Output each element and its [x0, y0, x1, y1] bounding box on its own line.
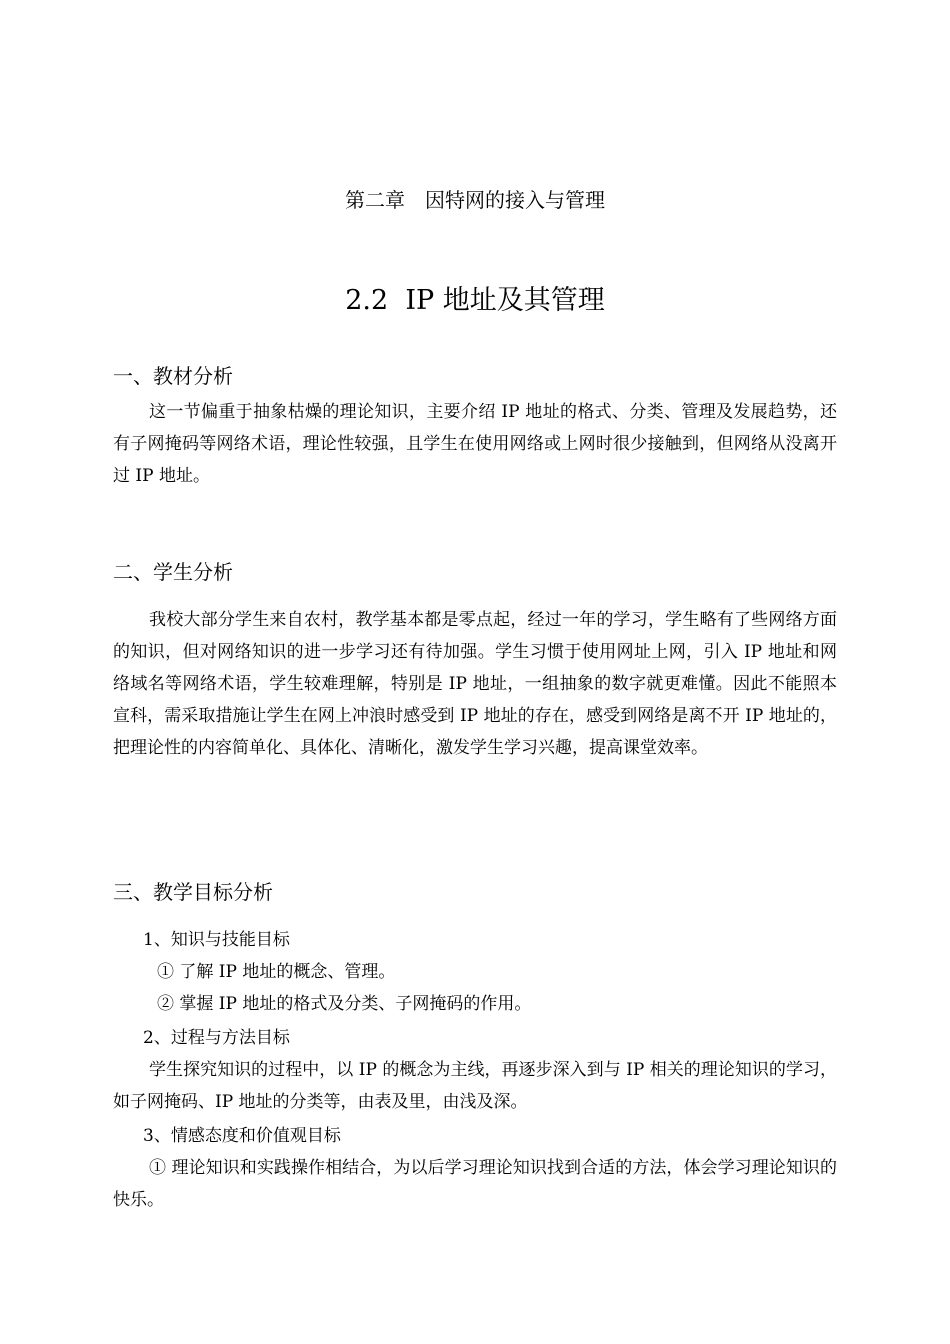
goal-knowledge-item: ② 掌握 IP 地址的格式及分类、子网掩码的作用。 — [157, 994, 532, 1014]
heading-student-analysis: 二、学生分析 — [113, 560, 233, 584]
section-title: 2.2 IP 地址及其管理 — [345, 285, 605, 316]
goal-process-paragraph: 学生探究知识的过程中，以 IP 的概念为主线，再逐步深入到与 IP 相关的理论知识的学习，如子网掩码、IP 地址的分类等，由表及里，由浅及深。 — [113, 1060, 837, 1112]
goal-knowledge-item: ① 了解 IP 地址的概念、管理。 — [157, 962, 396, 982]
chapter-title: 第二章 因特网的接入与管理 — [345, 188, 605, 212]
heading-textbook-analysis: 一、教材分析 — [113, 364, 233, 388]
paragraph-textbook-analysis: 这一节偏重于抽象枯燥的理论知识，主要介绍 IP 地址的格式、分类、管理及发展趋势，还有子网掩码等网络术语，理论性较强，且学生在使用网络或上网时很少接触到，但网络从没离开过 IP 地址。 — [113, 402, 837, 486]
paragraph-student-analysis: 我校大部分学生来自农村，教学基本都是零点起，经过一年的学习，学生略有了些网络方面的知识，但对网络知识的进一步学习还有待加强。学生习惯于使用网址上网，引入 IP 地址和网络域名等网络术语，学生较难理解，特别是 IP 地址，一组抽象的数字就更难懂。因此不能照本宣科，需采取措施让学生在网上冲浪时感受到 IP 地址的存在，感受到网络是离不开 IP 地址的，把理论性的内容简单化、具体化、清晰化，激发学生学习兴趣，提高课堂效率。 — [113, 610, 837, 758]
heading-teaching-goals: 三、教学目标分析 — [113, 880, 273, 904]
goal-emotion-label: 3、情感态度和价值观目标 — [143, 1126, 341, 1146]
goal-emotion-paragraph: ① 理论知识和实践操作相结合，为以后学习理论知识找到合适的方法，体会学习理论知识的快乐。 — [113, 1158, 837, 1210]
goal-process-label: 2、过程与方法目标 — [143, 1028, 290, 1048]
goal-knowledge-label: 1、知识与技能目标 — [143, 930, 290, 950]
